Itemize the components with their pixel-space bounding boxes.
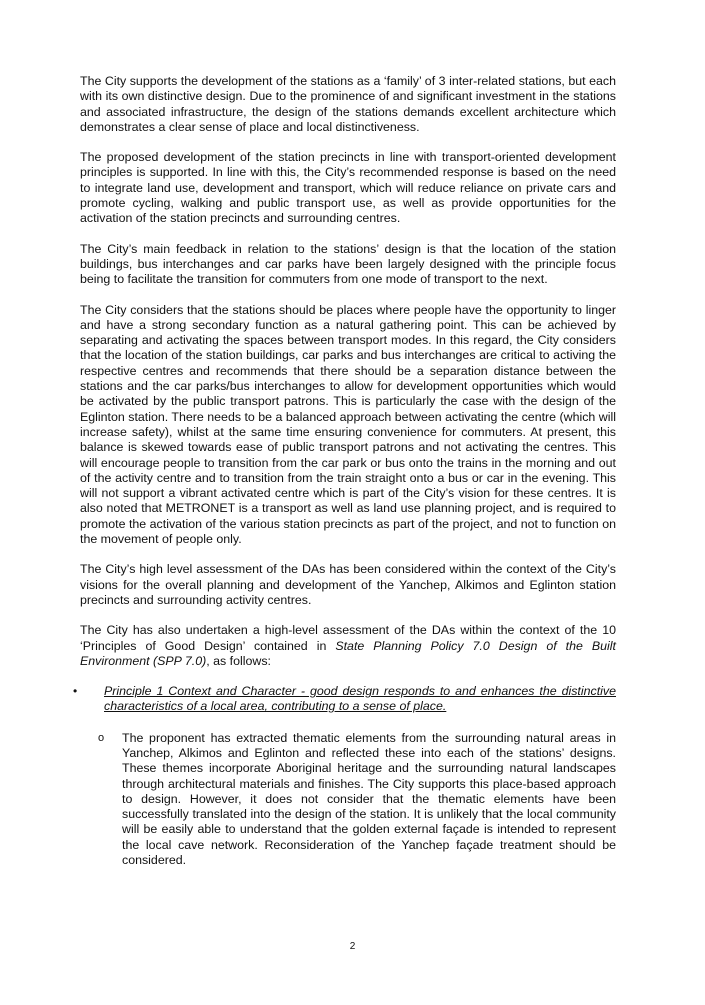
page-number: 2 [349,941,356,952]
paragraph-family-of-stations: The City supports the development of the stations as a ‘family’ of 3 inter-related stations, but each with its own distinctive design. Due to the prominence of and significant investment in the stations and associated infrastructure, the design of the stations demands excellent architecture which demonstrates a clear sense of place and local distinctiveness. [80,74,616,134]
paragraph-stations-as-places: The City considers that the stations should be places where people have the opportunity to linger and have a strong secondary function as a natural gathering point. This can be achieved by separating and activating the spaces between transport modes. In this regard, the City considers that the location of the station buildings, car parks and bus interchanges are critical to activing the respective centres and recommends that there should be a separation distance between the stations and the car parks/bus interchanges to allow for development opportunities which would be activated by the public transport patrons. This is particularly the case with the design of the Eglinton station. There needs to be a balanced approach between activating the centre (which will increase safety), whilst at the same time ensuring convenience for commuters. At present, this balance is skewed towards ease of public transport patrons and not activating the centres. This will encourage people to transition from the car park or bus onto the trains in the morning and out of the activity centre and to transition from the train straight onto a bus or car in the evening. This will not support a vibrant activated centre which is part of the City’s vision for these centres. It is also noted that METRONET is a transport as well as land use planning project, and is required to promote the activation of the various station precincts as part of the project, and not to function on the movement of people only. [80,302,616,547]
intro-text: The City has also undertaken a high-level assessment of the DAs within the context of the 10 ‘Principles of Good Design’ contained in [80,623,616,653]
principle-bullet [73,684,616,715]
sub-bullet-marker: o [98,731,105,744]
paragraph-principles-intro [80,623,616,669]
paragraph-high-level-assessment: The City’s high level assessment of the DAs has been considered within the context of the City’s visions for the overall planning and development of the Yanchep, Alkimos and Eglinton station precincts and surrounding activity centres. [80,562,616,607]
principle-1-heading: Principle 1 Context and Character - good design responds to and enhances the distinctive characteristics of a local area, contributing to a sense of place. [104,684,616,714]
paragraph-transport-oriented-development: The proposed development of the station precincts in line with transport-oriented development principles is supported. In line with this, the City’s recommended response is based on the need to integrate land use, development and transport, which will reduce reliance on private cars and promote cycling, walking and public transport use, as well as provide opportunities for the activation of the station precincts and surrounding centres. [80,150,616,226]
intro-text-end: , as follows: [206,653,271,668]
document-body [73,74,616,868]
bullet-marker: • [73,684,78,699]
principle-sub-bullet [80,731,616,869]
principle-1-comment: The proponent has extracted thematic elements from the surrounding natural areas in Yanchep, Alkimos and Eglinton and reflected these into each of the stations’ designs. These themes incorporate Aboriginal heritage and the surrounding natural landscapes through architectural materials and finishes. The City supports this place-based approach to design. However, it does not consider that the thematic elements have been successfully translated into the design of the station. It is unlikely that the local community will be easily able to understand that the golden external façade is intended to represent the local cave network. Reconsideration of the Yanchep façade treatment should be considered. [122,730,616,868]
intro-policy-title: State Planning Policy 7.0 Design of the Built Environment (SPP 7.0) [80,638,616,668]
paragraph-main-feedback: The City’s main feedback in relation to the stations’ design is that the location of the station buildings, bus interchanges and car parks have been largely designed with the principle focus being to facilitate the transition for commuters from one mode of transport to the next. [80,241,616,287]
